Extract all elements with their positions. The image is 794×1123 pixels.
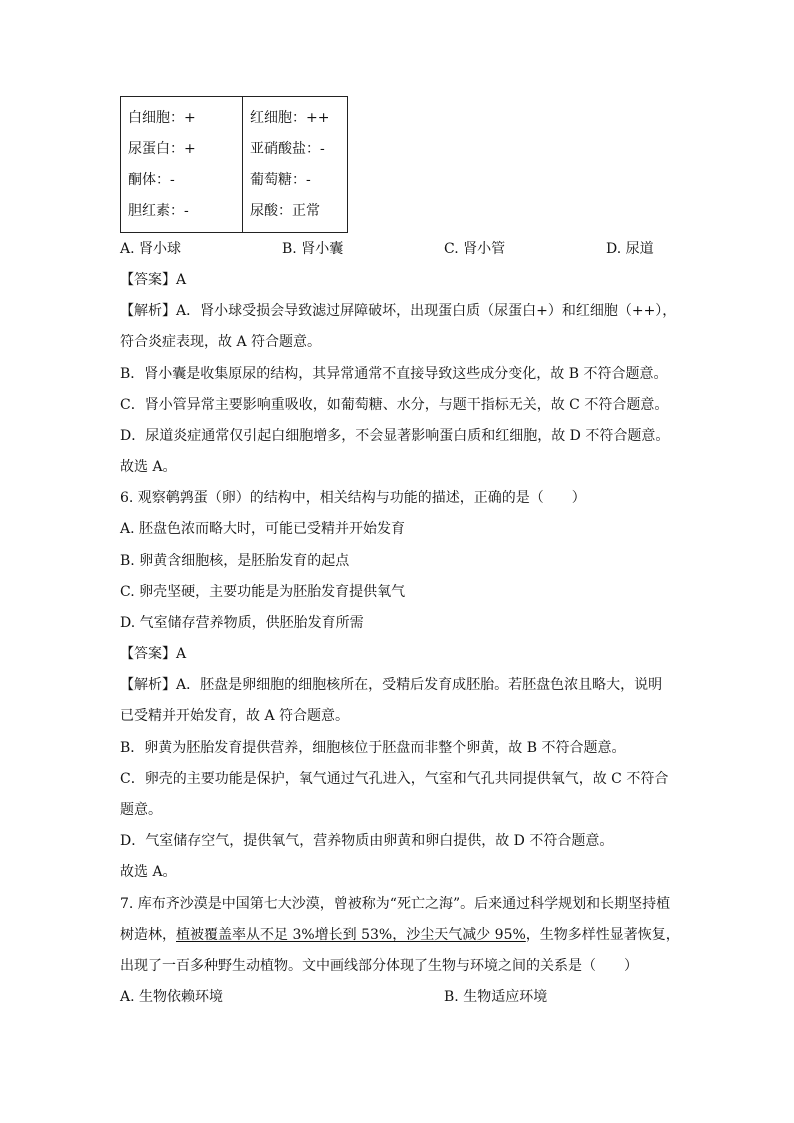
q6-analysis-line: C．卵壳的主要功能是保护，氧气通过气孔进入，气室和气孔共同提供氧气，故 C 不符合 <box>120 771 669 787</box>
q6-option-a: A. 胚盘色浓而略大时，可能已受精并开始发育 <box>120 521 406 537</box>
table-cell: 尿酸：正常 <box>250 203 320 219</box>
table-cell: 胆红素：- <box>128 203 189 219</box>
q6-analysis-line: B．卵黄为胚胎发育提供营养，细胞核位于胚盘而非整个卵黄，故 B 不符合题意。 <box>120 740 626 756</box>
q6-option-c: C. 卵壳坚硬，主要功能是为胚胎发育提供氧气 <box>120 584 406 600</box>
q5-analysis-line: B．肾小囊是收集原尿的结构，其异常通常不直接导致这些成分变化，故 B 不符合题意。 <box>120 366 668 382</box>
q5-analysis-line: D．尿道炎症通常仅引起白细胞增多，不会显著影响蛋白质和红细胞，故 D 不符合题意。 <box>120 428 670 444</box>
q6-option-b: B. 卵黄含细胞核，是胚胎发育的起点 <box>120 553 350 569</box>
table-cell: 白细胞：+ <box>128 110 196 126</box>
urine-table-left-column <box>121 97 243 233</box>
q5-option-d: D. 尿道 <box>606 241 654 257</box>
q5-analysis-line: 故选 A。 <box>120 459 177 475</box>
q6-stem: 6. 观察鹌鹑蛋（卵）的结构中，相关结构与功能的描述，正确的是（ ） <box>120 490 586 506</box>
q7-stem-line: 7. 库布齐沙漠是中国第七大沙漠，曾被称为“死亡之海”。后来通过科学规划和长期坚持植 <box>120 896 671 912</box>
q7-stem-text: 树造林， <box>120 927 176 943</box>
q6-option-d: D. 气室储存营养物质，供胚胎发育所需 <box>120 615 364 631</box>
table-cell: 尿蛋白：+ <box>128 141 196 157</box>
urine-table-right-column <box>243 97 348 233</box>
q5-option-b: B. 肾小囊 <box>282 241 344 257</box>
q5-option-c: C. 肾小管 <box>444 241 506 257</box>
q6-answer: 【答案】A <box>120 646 187 662</box>
q5-analysis-line: 【解析】A．肾小球受损会导致滤过屏障破坏，出现蛋白质（尿蛋白+）和红细胞（++）， <box>120 303 677 319</box>
table-cell: 葡萄糖：- <box>250 172 311 188</box>
urine-test-table <box>120 96 348 233</box>
q7-option-a: A. 生物依赖环境 <box>120 989 224 1005</box>
q7-stem-line: 出现了一百多种野生动植物。文中画线部分体现了生物与环境之间的关系是（ ） <box>120 958 638 974</box>
table-cell: 红细胞：++ <box>250 110 330 126</box>
q6-analysis-line: 故选 A。 <box>120 864 177 880</box>
q6-analysis-line: D．气室储存空气，提供氧气，营养物质由卵黄和卵白提供，故 D 不符合题意。 <box>120 833 614 849</box>
q5-option-a: A. 肾小球 <box>120 241 182 257</box>
q7-stem-text: ，生物多样性显著恢复， <box>525 927 680 943</box>
q7-option-b: B. 生物适应环境 <box>444 989 548 1005</box>
q5-answer: 【答案】A <box>120 272 187 288</box>
q5-analysis-line: 符合炎症表现，故 A 符合题意。 <box>120 334 322 350</box>
q6-analysis-line: 【解析】A．胚盘是卵细胞的细胞核所在，受精后发育成胚胎。若胚盘色浓且略大，说明 <box>120 677 663 693</box>
q7-stem-line <box>120 925 680 945</box>
table-cell: 酮体：- <box>128 172 175 188</box>
q5-analysis-line: C．肾小管异常主要影响重吸收，如葡萄糖、水分，与题干指标无关，故 C 不符合题意。 <box>120 397 669 413</box>
q6-analysis-line: 题意。 <box>120 802 162 818</box>
q7-underlined-passage: 植被覆盖率从不足 3%增长到 53%，沙尘天气减少 95% <box>176 927 526 943</box>
table-cell: 亚硝酸盐：- <box>250 141 325 157</box>
q6-analysis-line: 已受精并开始发育，故 A 符合题意。 <box>120 708 350 724</box>
